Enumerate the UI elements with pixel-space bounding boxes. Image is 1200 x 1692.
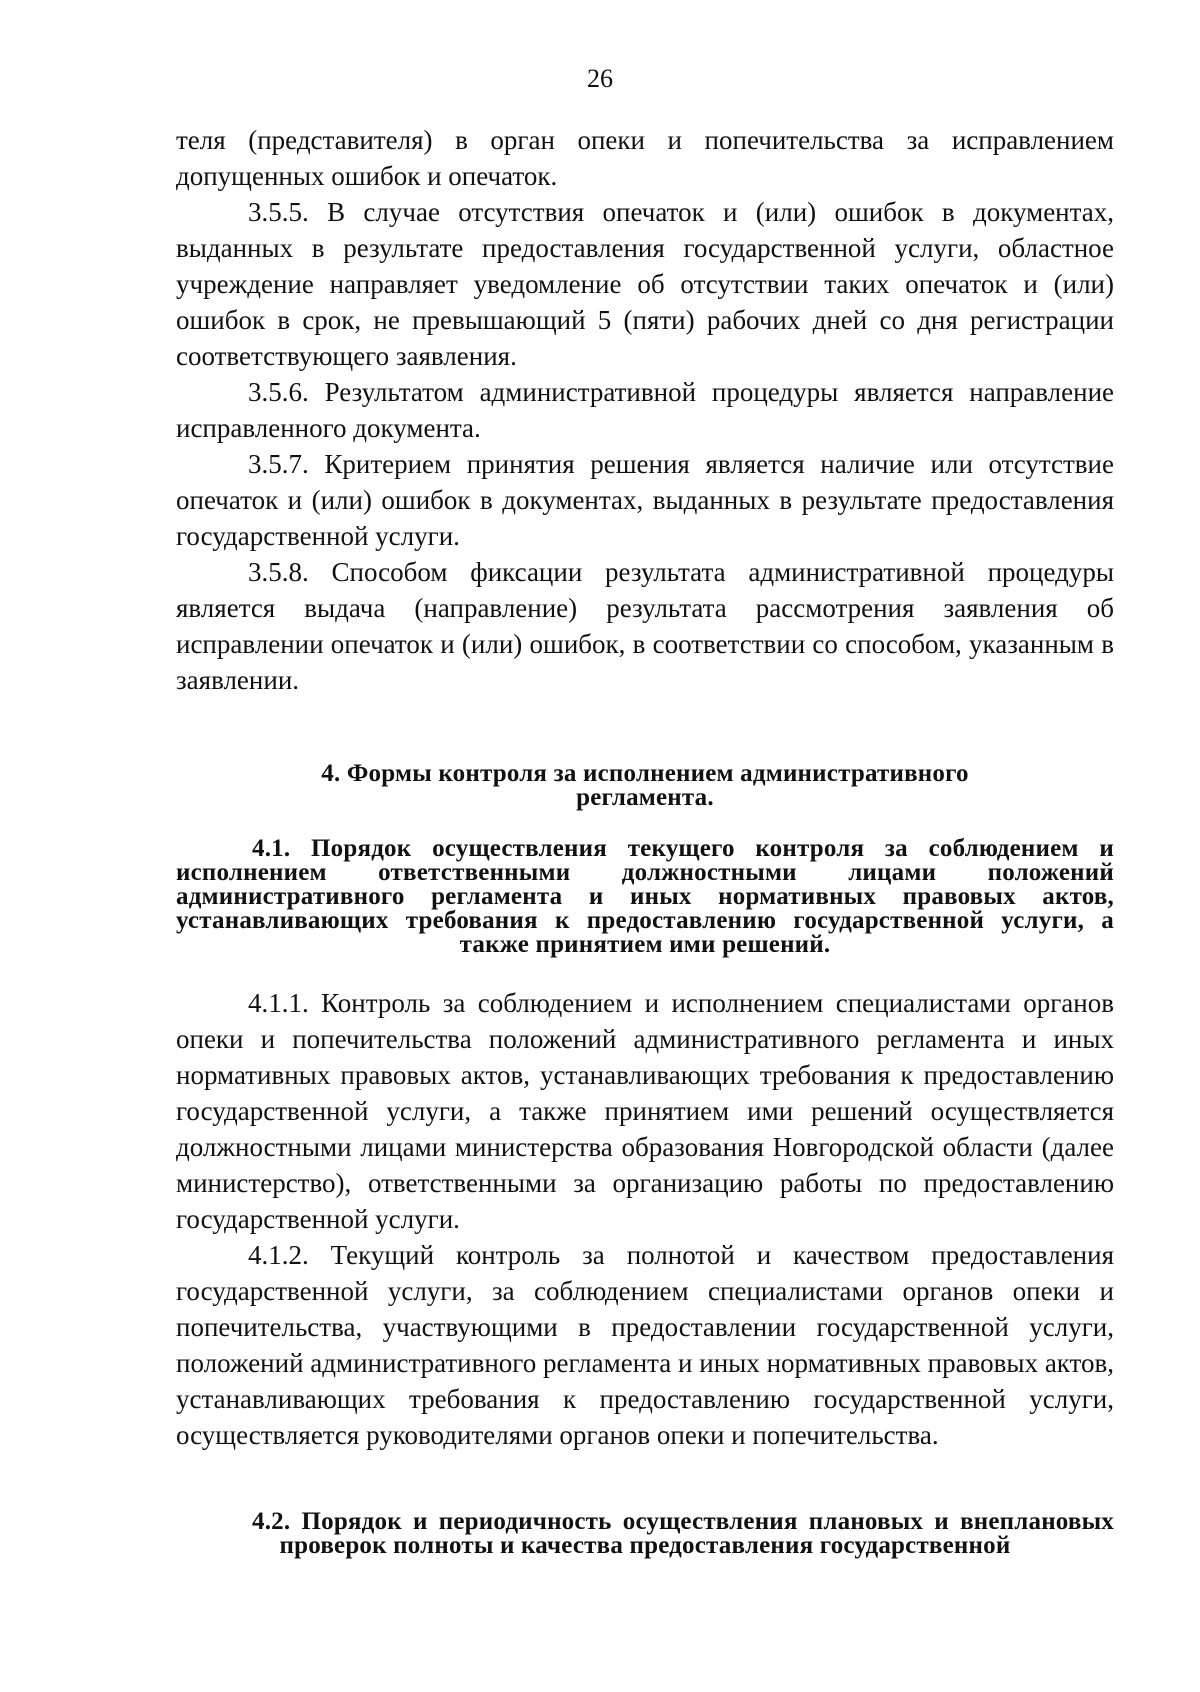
section-4-1-heading	[176, 837, 1114, 957]
paragraph-4-1-2: 4.1.2. Текущий контроль за полнотой и качеством предоставления государственной услуги, за соблюдением специалистами органов опеки и попечительства, участвующими в предоставлении государственной услуги, положений административного регламента и иных нормативных правовых актов, устанавливающих требования к предоставлению государственной услуги, осуществляется руководителями органов опеки и попечительства.	[176, 1240, 1114, 1450]
paragraph-3-5-6: 3.5.6. Результатом административной процедуры является направление исправленного документа.	[176, 377, 1114, 443]
paragraph-4-1-1: 4.1.1. Контроль за соблюдением и исполнением специалистами органов опеки и попечительства положений административного регламента и иных нормативных правовых актов, устанавливающих требования к предоставлению государственной услуги, а также принятием ими решений осуществляется должностными лицами министерства образования Новгородской области (далее министерство), ответственными за организацию работы по предоставлению государственной услуги.	[176, 988, 1114, 1234]
section-4-title-line-2: регламента.	[576, 784, 714, 811]
paragraph-3-5-5: 3.5.5. В случае отсутствия опечаток и (или) ошибок в документах, выданных в результате предоставления государственной услуги, областное учреждение направляет уведомление об отсутствии таких опечаток и (или) ошибок в срок, не превышающий 5 (пяти) рабочих дней со дня регистрации соответствующего заявления.	[176, 197, 1114, 371]
paragraph-3-5-8: 3.5.8. Способом фиксации результата административной процедуры является выдача (направление) результата рассмотрения заявления об исправлении опечаток и (или) ошибок, в соответствии со способом, указанным в заявлении.	[176, 557, 1114, 695]
page-number: 26	[587, 64, 613, 93]
section-4-1-title: 4.1. Порядок осуществления текущего контроля за соблюдением и исполнением ответственными должностными лицами положений административного регламента и иных нормативных правовых актов, устанавливающих требования к предоставлению государственной услуги, а также принятием ими решений.	[176, 835, 1114, 958]
paragraph-continuation: теля (представителя) в орган опеки и попечительства за исправлением допущенных ошибок и опечаток.	[176, 125, 1114, 191]
section-4-heading	[176, 762, 1114, 810]
section-4-title-line-1: 4. Формы контроля за исполнением административного	[321, 760, 969, 787]
section-4-1-body	[176, 985, 1114, 1453]
section-4-2-heading	[176, 1510, 1114, 1558]
paragraph-3-5-7: 3.5.7. Критерием принятия решения является наличие или отсутствие опечаток и (или) ошибок в документах, выданных в результате предоставления государственной услуги.	[176, 449, 1114, 551]
section-4-2-title: 4.2. Порядок и периодичность осуществления плановых и внеплановых проверок полноты и качества предоставления государственной	[252, 1508, 1114, 1559]
section-3-5-continuation	[176, 122, 1114, 698]
